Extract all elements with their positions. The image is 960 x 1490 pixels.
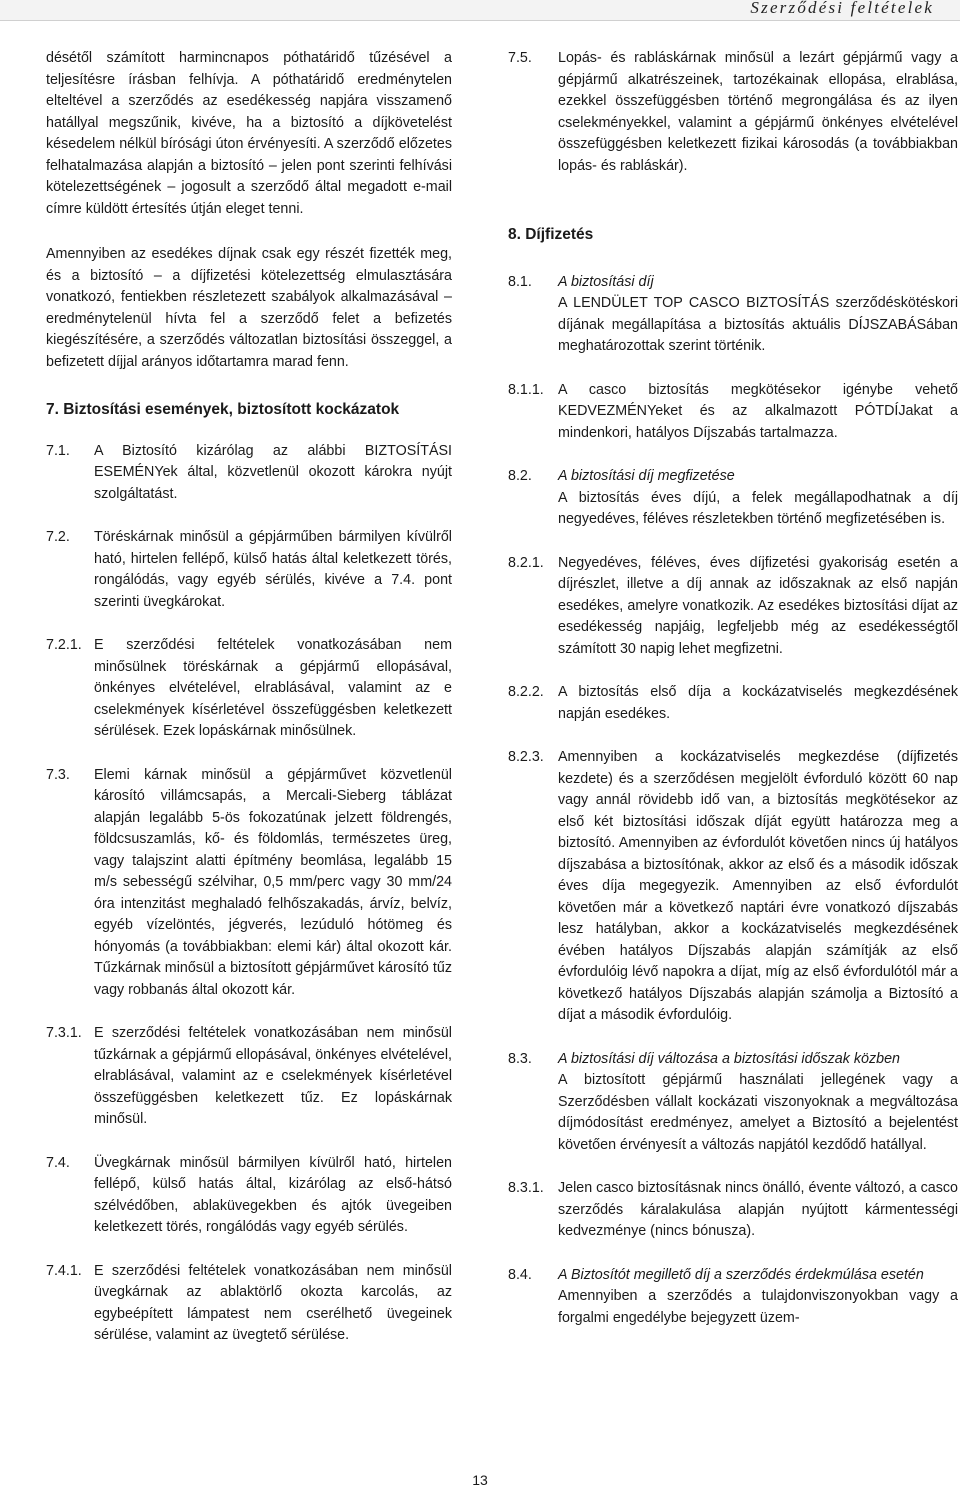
clause-8-3 [508, 1049, 958, 1157]
clause-title: A Biztosítót megillető díj a szerződés érdekmúlása esetén [558, 1266, 924, 1283]
right-column [508, 48, 958, 1329]
clause-7-1 [46, 441, 452, 506]
clause-text: Töréskárnak minősül a gépjárműben bármilyen kívülről ható, hirtelen fellépő, külső hatás által keletkezett törés, rongálódás, vagy egyéb sérülés, kivéve a 7.4. pont szerinti üvegkárokat. [94, 529, 452, 610]
left-column [46, 48, 452, 1347]
clause-8-2 [508, 466, 958, 531]
clause-text: Lopás- és rabláskárnak minősül a lezárt gépjármű vagy a gépjármű alkatrészeinek, tartozékainak ellopása, elrablása, ezekkel összefüggésben történő megrongálása és az ilyen cselekményekkel, valamint a gépjármű önkényes elvételével összefüggésben keletkezett fizikai károsodás (a továbbiakban lopás- és rabláskár). [558, 50, 958, 174]
clause-7-2-1 [46, 635, 452, 743]
clause-text: Negyedéves, féléves, éves díjfizetési gyakoriság esetén a díjrészlet, illetve a díj annak az időszaknak az első napján esedékes, amelyre vonatkozik. Az esedékes biztosítási díjat az esedékesség napjáig, legfeljebb még az esedékességtől számított 30 napig lehet megfizetni. [558, 554, 958, 657]
clause-number: 7.4. [46, 1154, 70, 1171]
clause-7-2 [46, 527, 452, 613]
clause-number: 8.2. [508, 468, 532, 484]
clause-text: A biztosítás első díja a kockázatviselés megkezdésének napján esedékes. [558, 684, 958, 722]
clause-text: A casco biztosítás megkötésekor igénybe vehető KEDVEZMÉNYeket és az alkalmazott PÓTDÍJakat a mindenkori, hatályos Díjszabás tartalmazza. [558, 381, 958, 441]
clause-text: Amennyiben a kockázatviselés megkezdése (díjfizetés kezdete) és a szerződésen megjelölt évforduló között 60 nap vagy annál rövidebb idő van, a biztosítás megkötésekor az első két biztosítási időszak díját együtt határozza meg a biztosító. Amennyiben az évfordulót követően nincs új hatályos díjszabása a biztosítónak, akkor az első és a második időszak éves díja megegyezik. Amennyiben az első évfordulót követően már a következő naptári évre vonatkozó díjszabás lesz hatályban, akkor a kockázatviselés megkezdésének évében hatályos Díjszabás alapján számítják az első évfordulóig lévő napokra a díjat, míg az első évfordulótól már a következő hatályos Díjszabás alapján számolja a Biztosító a díjat a második évfordulóig. [558, 749, 958, 1023]
clause-number: 7.2. [46, 529, 70, 545]
clause-number: 8.4. [508, 1266, 532, 1283]
clause-text: Amennyiben a szerződés a tulajdonviszonyokban vagy a forgalmi engedélybe bejegyzett üzem- [558, 1288, 958, 1326]
clause-number: 8.2.2. [508, 684, 544, 700]
clause-number: 8.2.3. [508, 749, 544, 765]
clause-text: E szerződési feltételek vonatkozásában nem minősül tűzkárnak a gépjármű ellopásával, önkényes elvételével, elrablásával, valamint az e cselekmények kísérletével összefüggésben keletkezett tűz. Ez lopáskárnak minősül. [94, 1025, 452, 1127]
paragraph-partial-payment: Amennyiben az esedékes díjnak csak egy részét fizették meg, és a biztosító – a díjfizetési kötelezettség elmulasztására vonatkozó, fentiekben részletezett szabályok alkalmazásával – eredménytelenül hívta fel a szerződő felet a befizetés kiegészítésére, a szerződés változatlan biztosítási összeggel, a befizetett díjjal arányos időtartamra marad fenn. [46, 246, 452, 370]
clause-8-4 [508, 1265, 958, 1330]
header-title: Szerződési feltételek [750, 0, 934, 17]
clause-7-4 [46, 1153, 452, 1239]
clause-7-5 [508, 48, 958, 177]
clause-text: Üvegkárnak minősül bármilyen kívülről ható, hirtelen fellépő, külső hatás által, kizárólag az első-hátsó szélvédőben, ablaküvegekben és ajtók üvegeiben keletkezett törés, rongálódás vagy egyéb sérülés. [94, 1154, 452, 1235]
clause-number: 7.3. [46, 766, 70, 783]
clause-number: 7.3.1. [46, 1025, 82, 1041]
clause-number: 7.2.1. [46, 637, 82, 653]
clause-number: 7.1. [46, 442, 70, 459]
clause-text: A LENDÜLET TOP CASCO BIZTOSÍTÁS szerződéskötéskori díjának megállapítása a biztosítás aktuális DÍJSZABÁSában meghatározottak szerint történik. [558, 295, 958, 354]
clause-text: E szerződési feltételek vonatkozásában nem minősül üvegkárnak az ablaktörlő okozta karcolás, az egybeépített lámpatest nem cserélhető üvegeinek sérülése, valamint az üvegtető sérülése. [94, 1262, 452, 1343]
clause-number: 7.5. [508, 50, 532, 66]
clause-text: Elemi kárnak minősül a gépjárművet közvetlenül károsító villámcsapás, a Mercali-Sieberg táblázat alapján legalább 5-ös fokozatúnak jelzett földrengés, földcsuszamlás, kő- és földomlás, természetes üreg, vagy talajszint alatti építmény beomlása, legalább 15 m/s sebességű szélvihar, 0,5 mm/perc vagy 30 mm/24 óra intenzitást meghaladó felhőszakadás, árvíz, belvíz, egyéb vízelöntés, jégverés, lezúduló hótömeg és hónyomás (a továbbiakban: elemi kár) által okozott kár. Tűzkárnak minősül a biztosított gépjárművet károsító tűz vagy robbanás által okozott kár. [94, 766, 452, 998]
clause-7-4-1 [46, 1261, 452, 1347]
section-8-heading: 8. Díjfizetés [508, 226, 594, 243]
clause-text: E szerződési feltételek vonatkozásában nem minősülnek töréskárnak a gépjármű ellopásával, önkényes elvételével, elrablásával, valamint az e cselekmények kísérletével összefüggésben keletkezett sérülések. Ezek lopáskárnak minősülnek. [94, 637, 452, 739]
paragraph-continuation: désétől számított harmincnapos póthatáridő tűzésével a teljesítésre írásban felhívja. A póthatáridő eredménytelen elteltével a szerződés az esedékesség napjára visszamenő hatállyal megszűnik, kivéve, ha a biztosító a díjkövetelést késedelem nélkül bírósági úton érvényesíti. A szerződő előzetes felhatalmazása alapján a biztosító – jelen pont szerinti felhívási kötelezettségének – jogosult a szerződő által megadott e-mail címre küldött értesítés útján eleget tenni. [46, 50, 452, 217]
clause-number: 7.4.1. [46, 1262, 82, 1279]
clause-number: 8.1. [508, 273, 532, 290]
clause-8-2-1 [508, 553, 958, 661]
clause-8-2-2 [508, 682, 958, 725]
clause-title: A biztosítási díj [558, 273, 654, 290]
clause-number: 8.3. [508, 1050, 532, 1067]
clause-number: 8.2.1. [508, 554, 544, 571]
clause-title: A biztosítási díj változása a biztosítási időszak közben [558, 1050, 900, 1067]
clause-8-3-1 [508, 1178, 958, 1243]
page-header [0, 0, 960, 21]
clause-text: A biztosítás éves díjú, a felek megállapodhatnak a díj negyedéves, féléves részletekben történő megfizetésében is. [558, 489, 958, 527]
clause-8-1 [508, 272, 958, 358]
clause-text: Jelen casco biztosításnak nincs önálló, évente változó, a casco szerződés káralakulása alapján nyújtott kármentességi kedvezménye (nincs bónusza). [558, 1180, 958, 1239]
clause-8-2-3 [508, 747, 958, 1027]
page-number: 13 [472, 1472, 488, 1488]
clause-7-3-1 [46, 1023, 452, 1131]
clause-number: 8.1.1. [508, 381, 544, 398]
clause-text: A Biztosító kizárólag az alábbi BIZTOSÍTÁSI ESEMÉNYek által, közvetlenül okozott károkra nyújt szolgáltatást. [94, 442, 452, 502]
clause-number: 8.3.1. [508, 1180, 544, 1196]
section-7-heading: 7. Biztosítási események, biztosított kockázatok [46, 401, 400, 418]
clause-text: A biztosított gépjármű használati jellegének vagy a Szerződésben vállalt kockázati viszonyoknak a megváltozása díjmódosítást eredményez, amelyet a Biztosító a bejelentést követően érvényesít a változás napjától kezdődő hatállyal. [558, 1072, 958, 1153]
clause-8-1-1 [508, 380, 958, 445]
clause-7-3 [46, 765, 452, 1002]
clause-title: A biztosítási díj megfizetése [558, 468, 735, 484]
